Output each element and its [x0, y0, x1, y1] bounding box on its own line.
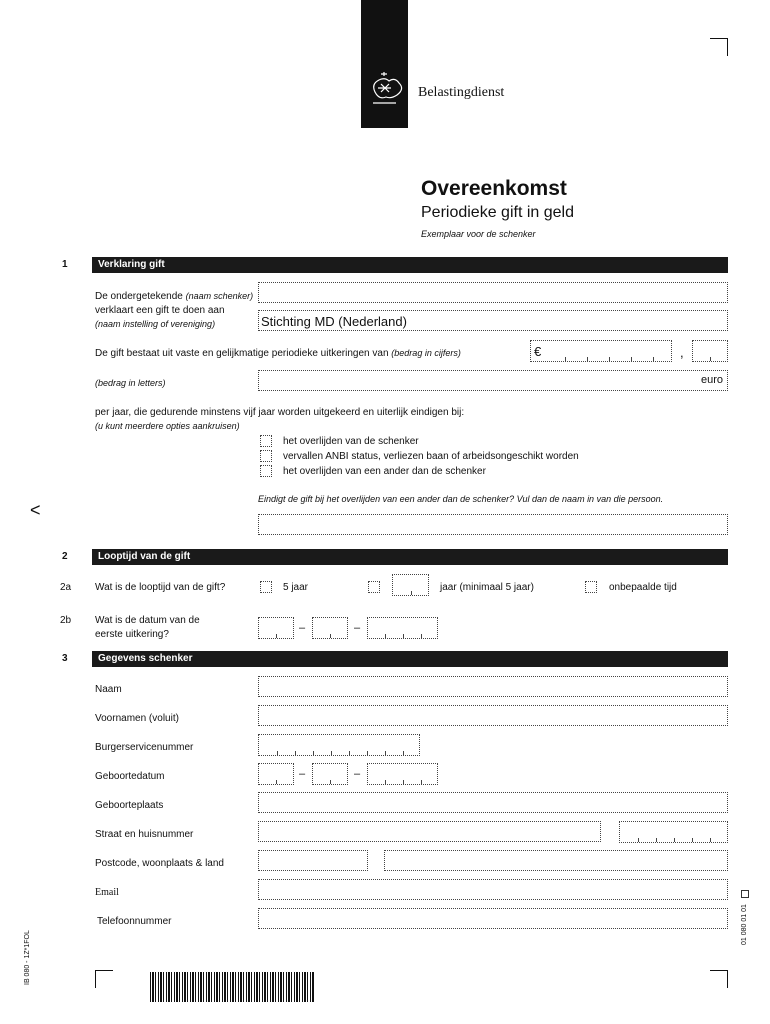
duration-question: Wat is de looptijd van de gift?: [95, 582, 226, 593]
option-checkbox[interactable]: [260, 435, 272, 447]
corner-mark-bottom-right: [710, 970, 728, 988]
custom-years-label: jaar (minimaal 5 jaar): [440, 582, 534, 593]
indefinite-label: onbepaalde tijd: [609, 582, 677, 593]
crest-logo-icon: [361, 0, 408, 128]
birth-month-field[interactable]: [312, 763, 348, 785]
date-separator: –: [299, 622, 306, 634]
date-separator: –: [299, 768, 306, 780]
section-header: Verklaring gift: [92, 257, 728, 273]
donor-label: De ondergetekende (naam schenker): [95, 291, 254, 302]
period-text: per jaar, die gedurende minstens vijf jaar worden uitgekeerd en uiterlijk eindigen bij:: [95, 407, 465, 418]
form-id-code: IB 080 - 1Z*1FOL: [24, 930, 31, 985]
first-names-label: Voornamen (voluit): [95, 713, 179, 724]
first-payment-question-2: eerste uitkering?: [95, 629, 169, 640]
section-number: 3: [62, 653, 68, 664]
city-country-field[interactable]: [384, 850, 728, 871]
donor-name-field[interactable]: [258, 282, 728, 303]
birth-date-label: Geboortedatum: [95, 771, 165, 782]
option-label: het overlijden van een ander dan de schenker: [283, 466, 486, 477]
indefinite-checkbox[interactable]: [585, 581, 597, 593]
side-arrow-icon: <: [30, 500, 41, 520]
street-label: Straat en huisnummer: [95, 829, 194, 840]
amount-letters-hint: (bedrag in letters): [95, 378, 166, 388]
name-label: Naam: [95, 684, 122, 695]
first-names-field[interactable]: [258, 705, 728, 726]
option-label: het overlijden van de schenker: [283, 436, 419, 447]
birth-year-field[interactable]: [367, 763, 438, 785]
option-checkbox[interactable]: [260, 450, 272, 462]
barcode-icon: [150, 972, 315, 1002]
amount-cents-field[interactable]: [692, 340, 728, 362]
first-payment-question: Wat is de datum van de: [95, 615, 200, 626]
five-year-checkbox[interactable]: [260, 581, 272, 593]
other-person-field[interactable]: [258, 514, 728, 535]
margin-square-icon: [741, 890, 749, 898]
birth-day-field[interactable]: [258, 763, 294, 785]
side-form-code: 01 080 01 01: [741, 904, 748, 945]
document-title: Overeenkomst: [421, 177, 567, 200]
birth-place-field[interactable]: [258, 792, 728, 813]
corner-mark-bottom-left: [95, 970, 113, 988]
birth-place-label: Geboorteplaats: [95, 800, 164, 811]
bsn-field[interactable]: [258, 734, 420, 756]
section-header: Looptijd van de gift: [92, 549, 728, 565]
organisation-hint: (naam instelling of vereniging): [95, 319, 216, 329]
brand-name: Belastingdienst: [418, 85, 505, 100]
amount-euros-field[interactable]: €: [530, 340, 672, 362]
name-field[interactable]: [258, 676, 728, 697]
custom-years-checkbox[interactable]: [368, 581, 380, 593]
section-header: Gegevens schenker: [92, 651, 728, 667]
amount-label: De gift bestaat uit vaste en gelijkmatige periodieke uitkeringen van (bedrag in cijfers): [95, 348, 461, 359]
email-label: Email: [95, 887, 119, 898]
postcode-field[interactable]: [258, 850, 368, 871]
date-separator: –: [354, 622, 361, 634]
decimal-comma: ,: [680, 345, 684, 360]
date-separator: –: [354, 768, 361, 780]
five-year-label: 5 jaar: [283, 582, 309, 593]
donate-to-label: verklaart een gift te doen aan: [95, 305, 225, 316]
first-payment-month-field[interactable]: [312, 617, 348, 639]
document-subtitle: Periodieke gift in geld: [421, 204, 574, 221]
phone-field[interactable]: [258, 908, 728, 929]
email-field[interactable]: [258, 879, 728, 900]
period-hint: (u kunt meerdere opties aankruisen): [95, 421, 240, 431]
first-payment-year-field[interactable]: [367, 617, 438, 639]
amount-letters-field[interactable]: euro: [258, 370, 728, 391]
section-number: 1: [62, 259, 68, 270]
copy-note: Exemplaar voor de schenker: [421, 229, 536, 239]
years-field[interactable]: [392, 574, 429, 596]
phone-label: Telefoonnummer: [97, 916, 172, 927]
section-number: 2: [62, 551, 68, 562]
question-number: 2b: [60, 615, 72, 626]
option-label: vervallen ANBI status, verliezen baan of arbeidsongeschikt worden: [283, 451, 579, 462]
house-number-field[interactable]: [619, 821, 728, 843]
option-checkbox[interactable]: [260, 465, 272, 477]
postcode-label: Postcode, woonplaats & land: [95, 858, 224, 869]
other-person-note: Eindigt de gift bij het overlijden van een ander dan de schenker? Vul dan de naam in van die persoon.: [258, 494, 664, 504]
street-field[interactable]: [258, 821, 601, 842]
question-number: 2a: [60, 582, 72, 593]
bsn-label: Burgerservicenummer: [95, 742, 194, 753]
organisation-field[interactable]: Stichting MD (Nederland): [258, 310, 728, 331]
first-payment-day-field[interactable]: [258, 617, 294, 639]
corner-mark-top-right: [710, 38, 728, 56]
